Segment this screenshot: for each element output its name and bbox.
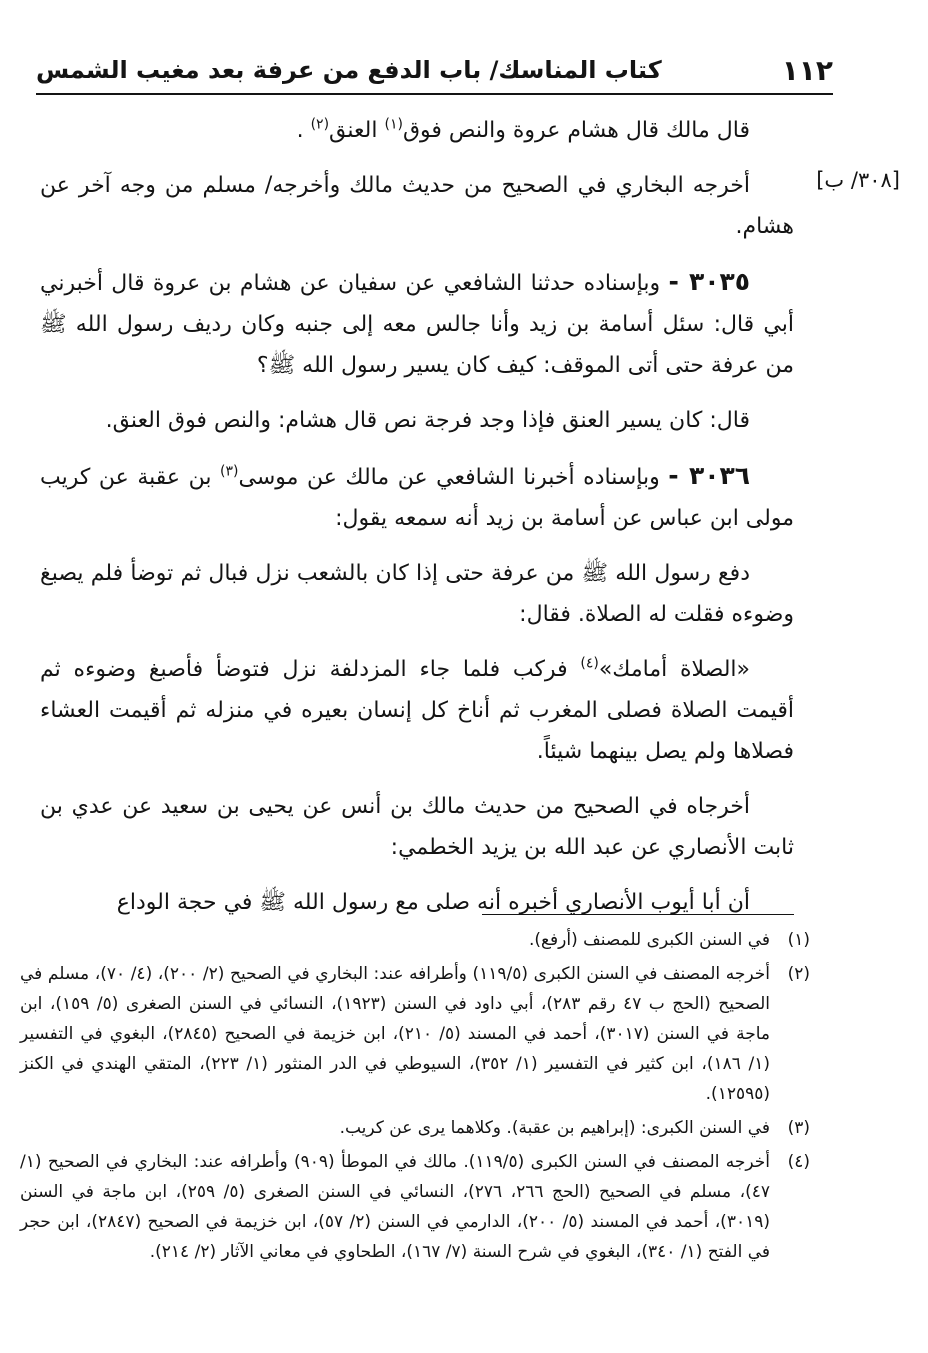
footnote-number: (٤) bbox=[787, 1152, 810, 1172]
main-text bbox=[40, 110, 794, 937]
page-number: ١١٢ bbox=[781, 53, 833, 87]
footnote-number: (٣) bbox=[787, 1118, 810, 1138]
paragraph: «الصلاة أمامك»$^{(٤)}$ فركب فلما جاء المزدلفة نزل فتوضأ فأصبغ وضوءه ثم أقيمت الصلاة فصلى المغرب ثم أناخ كل إنسان بعيره في منزله ثم أقيمت العشاء فصلاها ولم يصل بينهما شيئاً. bbox=[40, 655, 794, 764]
running-head bbox=[36, 50, 833, 90]
paragraph: أن أبا أيوب الأنصاري أخبره أنه صلى مع رسول الله ﷺ في حجة الوداع bbox=[116, 890, 750, 915]
footnote-text: في السنن الكبرى: (إبراهيم بن عقبة). وكلاهما يرى عن كريب. bbox=[339, 1118, 770, 1138]
header-rule bbox=[36, 93, 833, 95]
footnote bbox=[20, 1147, 810, 1267]
paragraph: دفع رسول الله ﷺ من عرفة حتى إذا كان بالشعب نزل فبال ثم توضأ فلم يصبغ وضوءه فقلت له الصلاة. فقال: bbox=[40, 561, 794, 627]
footnote-text: أخرجه المصنف في السنن الكبرى (١١٩/٥) وأطرافه عند: البخاري في الصحيح (٢/ ٢٠٠)، (٤/ ٧٠)، مسلم في الصحيح (الحج ب ٤٧ رقم ٢٨٣)، أبي داود في السنن (١٩٢٣)، النسائي في السنن الصغرى (٥/ ١٥٩)، ابن ماجة في السنن (٣٠١٧)، أحمد في المسند (٥/ ٢١٠)، ابن خزيمة في الصحيح (٢٨٤٥)، البغوي في التفسير (١/ ١٨٦)، ابن كثير في التفسير (١/ ٣٥٢)، السيوطي في الدر المنثور (١/ ٢٢٣)، المتقي الهندي في الكنز (١٢٥٩٥). bbox=[20, 964, 771, 1104]
footnote bbox=[20, 959, 810, 1109]
paragraph: قال مالك قال هشام عروة والنص فوق$^{(١)}$ العنق$^{(٢)}$ . bbox=[296, 116, 750, 143]
footnote bbox=[20, 925, 810, 955]
paragraph: قال: كان يسير العنق فإذا وجد فرجة نص قال هشام: والنص فوق العنق. bbox=[105, 408, 750, 433]
running-title: كتاب المناسك/ باب الدفع من عرفة بعد مغيب الشمس bbox=[36, 56, 662, 84]
paragraph: أخرجه البخاري في الصحيح من حديث مالك وأخرجه/ مسلم من وجه آخر عن هشام. bbox=[40, 173, 794, 239]
footnote-ref: (٢) bbox=[310, 116, 330, 133]
footnote-text: في السنن الكبرى للمصنف (أرفع). bbox=[528, 930, 770, 950]
margin-manuscript-ref: [٣٠٨/ ب] bbox=[816, 168, 900, 192]
footnote-ref: (٣) bbox=[220, 463, 239, 480]
footnote-ref: (١) bbox=[384, 116, 403, 133]
footnote-rule bbox=[482, 914, 794, 915]
hadith-paragraph: ٣٠٣٦ - وبإسناده أخبرنا الشافعي عن مالك عن موسى$^{(٣)}$ بن عقبة عن كريب مولى ابن عباس عن أسامة بن زيد أنه سمعه يقول: bbox=[40, 461, 794, 531]
hadith-paragraph: ٣٠٣٥ - وبإسناده حدثنا الشافعي عن سفيان عن هشام بن عروة قال أخبرني أبي قال: سئل أسامة بن زيد وأنا جالس معه إلى جنبه وكان رديف رسول الله ﷺ من عرفة حتى أتى الموقف: كيف كان يسير رسول الله ﷺ؟ bbox=[40, 267, 794, 378]
footnote-number: (٢) bbox=[787, 964, 810, 984]
hadith-number: ٣٠٣٦ - bbox=[668, 461, 750, 490]
footnote-ref: (٤) bbox=[580, 655, 599, 672]
footnotes bbox=[20, 925, 810, 1271]
paragraph: أخرجاه في الصحيح من حديث مالك بن أنس عن يحيى بن سعيد عن عدي بن ثابت الأنصاري عن عبد الله بن يزيد الخطمي: bbox=[40, 794, 794, 860]
footnote bbox=[20, 1113, 810, 1143]
footnote-text: أخرجه المصنف في السنن الكبرى (١١٩/٥). مالك في الموطأ (٩٠٩) وأطرافه عند: البخاري في الصحيح (١/ ٤٧)، مسلم في الصحيح (الحج ٢٦٦، ٢٧٦)، النسائي في السنن الصغرى (٥/ ٢٥٩)، ابن ماجة في السنن (٣٠١٩)، أحمد في المسند (٥/ ٢٠٠)، الدارمي في السنن (٢/ ٥٧)، ابن خزيمة في الصحيح (٢٨٤٧)، ابن حجر في الفتح (١/ ٣٤٠)، البغوي في شرح السنة (٧/ ١٦٧)، الطحاوي في معاني الآثار (٢/ ٢١٤). bbox=[20, 1152, 770, 1262]
hadith-number: ٣٠٣٥ - bbox=[668, 267, 750, 296]
footnote-number: (١) bbox=[787, 930, 810, 950]
